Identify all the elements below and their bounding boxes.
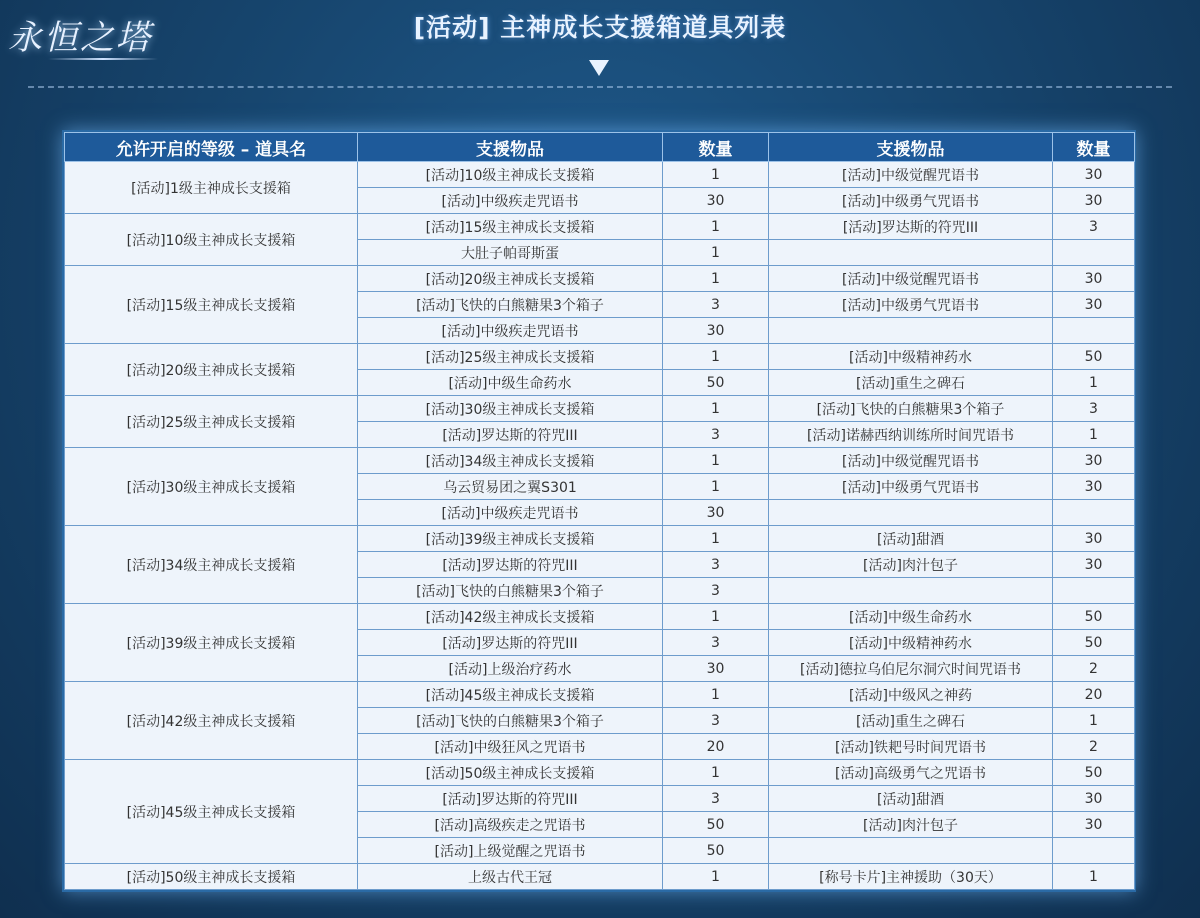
quantity-cell: 20 — [663, 734, 769, 760]
support-item-cell: [称号卡片]主神援助（30天） — [769, 864, 1053, 890]
header-quantity-1: 数量 — [663, 133, 769, 162]
support-item-cell: [活动]39级主神成长支援箱 — [358, 526, 663, 552]
quantity-cell: 1 — [663, 682, 769, 708]
quantity-cell: 30 — [1053, 474, 1135, 500]
quantity-cell: 1 — [1053, 370, 1135, 396]
quantity-cell: 1 — [663, 162, 769, 188]
quantity-cell: 1 — [663, 760, 769, 786]
support-item-cell: [活动]20级主神成长支援箱 — [358, 266, 663, 292]
quantity-cell: 30 — [663, 656, 769, 682]
table-frame — [62, 130, 1136, 892]
support-item-cell: [活动]铁耙号时间咒语书 — [769, 734, 1053, 760]
support-item-cell: [活动]15级主神成长支援箱 — [358, 214, 663, 240]
support-item-cell — [769, 838, 1053, 864]
table-row — [65, 760, 1135, 786]
quantity-cell: 30 — [1053, 162, 1135, 188]
table-row — [65, 682, 1135, 708]
support-item-cell: [活动]重生之碑石 — [769, 370, 1053, 396]
box-name-cell: [活动]45级主神成长支援箱 — [65, 760, 358, 864]
table-row — [65, 604, 1135, 630]
support-item-cell: [活动]中级精神药水 — [769, 630, 1053, 656]
quantity-cell — [1053, 318, 1135, 344]
table-row — [65, 864, 1135, 890]
support-item-cell: [活动]中级精神药水 — [769, 344, 1053, 370]
quantity-cell: 30 — [1053, 188, 1135, 214]
quantity-cell: 3 — [1053, 214, 1135, 240]
support-item-cell: [活动]中级疾走咒语书 — [358, 318, 663, 344]
quantity-cell: 1 — [663, 448, 769, 474]
quantity-cell — [1053, 838, 1135, 864]
support-item-cell: [活动]诺赫西纳训练所时间咒语书 — [769, 422, 1053, 448]
support-item-cell: [活动]罗达斯的符咒III — [769, 214, 1053, 240]
support-item-cell: [活动]30级主神成长支援箱 — [358, 396, 663, 422]
support-item-cell: [活动]肉汁包子 — [769, 552, 1053, 578]
logo-underline — [48, 58, 158, 60]
table-row — [65, 162, 1135, 188]
dashed-divider — [28, 86, 1172, 88]
quantity-cell: 30 — [663, 318, 769, 344]
support-item-cell: [活动]飞快的白熊糖果3个箱子 — [358, 578, 663, 604]
box-name-cell: [活动]30级主神成长支援箱 — [65, 448, 358, 526]
header-quantity-2: 数量 — [1053, 133, 1135, 162]
support-item-cell: [活动]42级主神成长支援箱 — [358, 604, 663, 630]
support-item-cell: [活动]中级觉醒咒语书 — [769, 448, 1053, 474]
quantity-cell: 30 — [1053, 448, 1135, 474]
support-item-cell: [活动]飞快的白熊糖果3个箱子 — [358, 708, 663, 734]
support-item-cell: [活动]肉汁包子 — [769, 812, 1053, 838]
item-table — [64, 132, 1135, 890]
quantity-cell: 3 — [663, 578, 769, 604]
quantity-cell: 50 — [1053, 344, 1135, 370]
quantity-cell: 30 — [1053, 526, 1135, 552]
quantity-cell: 30 — [1053, 786, 1135, 812]
table-row — [65, 344, 1135, 370]
box-name-cell: [活动]39级主神成长支援箱 — [65, 604, 358, 682]
quantity-cell: 1 — [663, 266, 769, 292]
header-support-item-2: 支援物品 — [769, 133, 1053, 162]
support-item-cell: [活动]甜酒 — [769, 786, 1053, 812]
quantity-cell — [1053, 500, 1135, 526]
quantity-cell: 30 — [663, 500, 769, 526]
support-item-cell: [活动]中级生命药水 — [358, 370, 663, 396]
box-name-cell: [活动]15级主神成长支援箱 — [65, 266, 358, 344]
support-item-cell: [活动]德拉乌伯尼尔洞穴时间咒语书 — [769, 656, 1053, 682]
support-item-cell: [活动]上级治疗药水 — [358, 656, 663, 682]
header-support-item-1: 支援物品 — [358, 133, 663, 162]
support-item-cell: [活动]上级觉醒之咒语书 — [358, 838, 663, 864]
support-item-cell: [活动]中级勇气咒语书 — [769, 292, 1053, 318]
quantity-cell: 50 — [663, 812, 769, 838]
support-item-cell: [活动]飞快的白熊糖果3个箱子 — [358, 292, 663, 318]
support-item-cell: [活动]10级主神成长支援箱 — [358, 162, 663, 188]
quantity-cell: 3 — [663, 422, 769, 448]
quantity-cell: 1 — [663, 240, 769, 266]
table-body — [65, 162, 1135, 890]
quantity-cell: 3 — [663, 786, 769, 812]
support-item-cell — [769, 318, 1053, 344]
support-item-cell: [活动]罗达斯的符咒III — [358, 786, 663, 812]
support-item-cell: [活动]中级觉醒咒语书 — [769, 162, 1053, 188]
quantity-cell: 1 — [1053, 864, 1135, 890]
quantity-cell: 1 — [1053, 708, 1135, 734]
quantity-cell: 1 — [1053, 422, 1135, 448]
box-name-cell: [活动]1级主神成长支援箱 — [65, 162, 358, 214]
support-item-cell: [活动]34级主神成长支援箱 — [358, 448, 663, 474]
quantity-cell: 30 — [1053, 812, 1135, 838]
quantity-cell: 50 — [1053, 630, 1135, 656]
box-name-cell: [活动]25级主神成长支援箱 — [65, 396, 358, 448]
quantity-cell: 30 — [1053, 266, 1135, 292]
quantity-cell: 50 — [1053, 604, 1135, 630]
support-item-cell: 大肚子帕哥斯蛋 — [358, 240, 663, 266]
quantity-cell: 20 — [1053, 682, 1135, 708]
support-item-cell: [活动]中级疾走咒语书 — [358, 188, 663, 214]
quantity-cell — [1053, 578, 1135, 604]
quantity-cell: 3 — [663, 552, 769, 578]
quantity-cell: 2 — [1053, 656, 1135, 682]
box-name-cell: [活动]10级主神成长支援箱 — [65, 214, 358, 266]
support-item-cell: [活动]50级主神成长支援箱 — [358, 760, 663, 786]
support-item-cell: [活动]飞快的白熊糖果3个箱子 — [769, 396, 1053, 422]
quantity-cell: 50 — [663, 838, 769, 864]
quantity-cell: 50 — [1053, 760, 1135, 786]
quantity-cell: 1 — [663, 214, 769, 240]
quantity-cell: 3 — [663, 708, 769, 734]
down-arrow-icon — [589, 60, 609, 76]
table-row — [65, 396, 1135, 422]
support-item-cell: [活动]45级主神成长支援箱 — [358, 682, 663, 708]
quantity-cell: 30 — [1053, 552, 1135, 578]
support-item-cell: [活动]25级主神成长支援箱 — [358, 344, 663, 370]
quantity-cell: 1 — [663, 604, 769, 630]
support-item-cell: [活动]中级觉醒咒语书 — [769, 266, 1053, 292]
quantity-cell: 1 — [663, 396, 769, 422]
logo-text: 永恒之塔 — [8, 18, 152, 58]
quantity-cell: 1 — [663, 864, 769, 890]
support-item-cell — [769, 240, 1053, 266]
table-row — [65, 526, 1135, 552]
support-item-cell — [769, 500, 1053, 526]
box-name-cell: [活动]50级主神成长支援箱 — [65, 864, 358, 890]
quantity-cell: 3 — [663, 292, 769, 318]
support-item-cell: [活动]中级生命药水 — [769, 604, 1053, 630]
support-item-cell: [活动]甜酒 — [769, 526, 1053, 552]
support-item-cell: [活动]中级风之神药 — [769, 682, 1053, 708]
box-name-cell: [活动]20级主神成长支援箱 — [65, 344, 358, 396]
table-row — [65, 266, 1135, 292]
support-item-cell: [活动]罗达斯的符咒III — [358, 422, 663, 448]
quantity-cell: 2 — [1053, 734, 1135, 760]
support-item-cell — [769, 578, 1053, 604]
support-item-cell: 上级古代王冠 — [358, 864, 663, 890]
support-item-cell: [活动]重生之碑石 — [769, 708, 1053, 734]
support-item-cell: [活动]高级疾走之咒语书 — [358, 812, 663, 838]
support-item-cell: 乌云贸易团之翼S301 — [358, 474, 663, 500]
support-item-cell: [活动]中级勇气咒语书 — [769, 188, 1053, 214]
support-item-cell: [活动]高级勇气之咒语书 — [769, 760, 1053, 786]
quantity-cell — [1053, 240, 1135, 266]
quantity-cell: 3 — [1053, 396, 1135, 422]
page-title: [活动] 主神成长支援箱道具列表 — [413, 13, 787, 42]
table-row — [65, 448, 1135, 474]
box-name-cell: [活动]42级主神成长支援箱 — [65, 682, 358, 760]
quantity-cell: 1 — [663, 344, 769, 370]
support-item-cell: [活动]罗达斯的符咒III — [358, 552, 663, 578]
support-item-cell: [活动]中级疾走咒语书 — [358, 500, 663, 526]
box-name-cell: [活动]34级主神成长支援箱 — [65, 526, 358, 604]
quantity-cell: 30 — [663, 188, 769, 214]
quantity-cell: 1 — [663, 474, 769, 500]
quantity-cell: 1 — [663, 526, 769, 552]
support-item-cell: [活动]中级狂风之咒语书 — [358, 734, 663, 760]
support-item-cell: [活动]中级勇气咒语书 — [769, 474, 1053, 500]
header-level-item: 允许开启的等级 – 道具名 — [65, 133, 358, 162]
table-header-row — [65, 133, 1135, 162]
table-row — [65, 214, 1135, 240]
support-item-cell: [活动]罗达斯的符咒III — [358, 630, 663, 656]
quantity-cell: 3 — [663, 630, 769, 656]
quantity-cell: 50 — [663, 370, 769, 396]
quantity-cell: 30 — [1053, 292, 1135, 318]
